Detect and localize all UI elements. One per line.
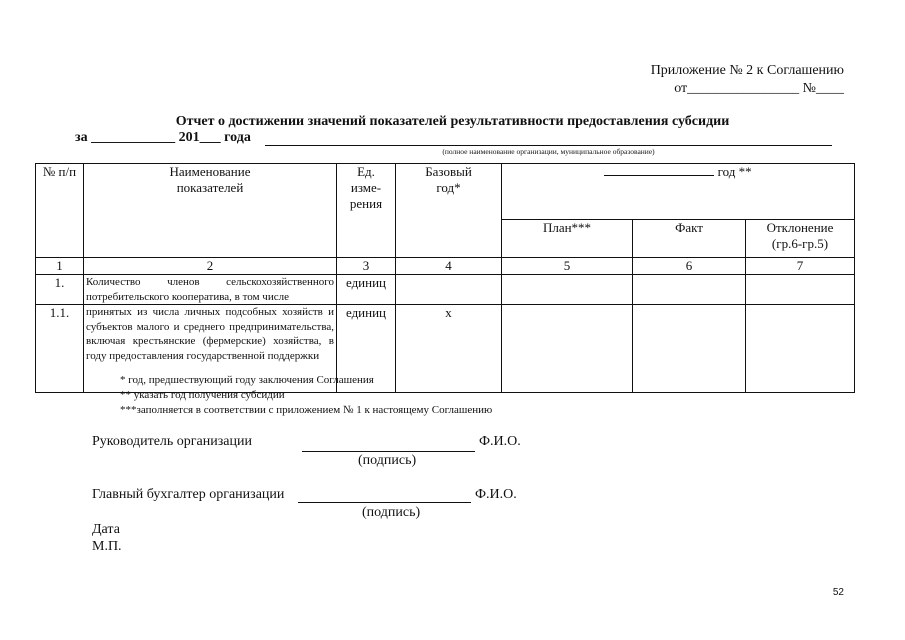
header-fact: Факт bbox=[633, 220, 746, 258]
organization-line bbox=[265, 145, 832, 146]
row-name: принятых из числа личных подсобных хозяйств и субъектов малого и среднего предпринимательства, включая крестьянские (фермерские) хозяйства, в году предоставления государственной поддержки bbox=[84, 305, 337, 393]
accountant-signature-line bbox=[298, 502, 471, 503]
col-number: 3 bbox=[337, 258, 396, 275]
header-num: № п/п bbox=[36, 164, 84, 258]
head-fio: Ф.И.О. bbox=[479, 434, 521, 449]
row-unit: единиц bbox=[337, 275, 396, 305]
report-table bbox=[35, 163, 855, 393]
row-fact bbox=[633, 305, 746, 393]
table-header-row bbox=[36, 164, 855, 220]
row-plan bbox=[502, 275, 633, 305]
footnotes bbox=[120, 373, 492, 418]
organization-hint: (полное наименование организации, муниципальное образование) bbox=[442, 147, 655, 156]
col-number: 2 bbox=[84, 258, 337, 275]
accountant-fio: Ф.И.О. bbox=[475, 487, 517, 502]
header-name: Наименование показателей bbox=[84, 164, 337, 258]
footnote-1: * год, предшествующий году заключения Соглашения bbox=[120, 374, 374, 386]
row-deviation bbox=[746, 275, 855, 305]
header-unit: Ед. изме- рения bbox=[337, 164, 396, 258]
accountant-caption: (подпись) bbox=[362, 505, 421, 520]
row-num: 1.1. bbox=[36, 305, 84, 393]
header-deviation: Отклонение (гр.6-гр.5) bbox=[746, 220, 855, 258]
report-title: Отчет о достижении значений показателей результативности предоставления субсидии bbox=[175, 114, 730, 129]
row-plan bbox=[502, 305, 633, 393]
header-year bbox=[502, 164, 855, 220]
footnote-2: ** указать год получения субсидии bbox=[120, 389, 285, 401]
header-year-blank bbox=[604, 175, 714, 176]
header-base-year: Базовый год* bbox=[396, 164, 502, 258]
col-number: 4 bbox=[396, 258, 502, 275]
appendix-line-2: от________________ №____ bbox=[674, 81, 844, 96]
head-signature-line bbox=[302, 451, 475, 452]
row-unit: единиц bbox=[337, 305, 396, 393]
row-num: 1. bbox=[36, 275, 84, 305]
col-number: 5 bbox=[502, 258, 633, 275]
accountant-label: Главный бухгалтер организации bbox=[92, 487, 285, 502]
row-base: х bbox=[396, 305, 502, 393]
col-number: 7 bbox=[746, 258, 855, 275]
appendix-line-1: Приложение № 2 к Соглашению bbox=[650, 63, 844, 78]
table-row bbox=[36, 275, 855, 305]
date-label: Дата bbox=[92, 522, 120, 537]
appendix-header bbox=[651, 62, 844, 98]
report-period: за ____________ 201___ года bbox=[75, 130, 251, 145]
footnote-3: ***заполняется в соответствии с приложением № 1 к настоящему Соглашению bbox=[120, 404, 493, 416]
col-number: 1 bbox=[36, 258, 84, 275]
row-fact bbox=[633, 275, 746, 305]
page-number: 52 bbox=[832, 587, 844, 598]
row-name: Количество членов сельскохозяйственного потребительского кооператива, в том числе bbox=[84, 275, 337, 305]
col-number: 6 bbox=[633, 258, 746, 275]
column-numbers-row bbox=[36, 258, 855, 275]
row-deviation bbox=[746, 305, 855, 393]
header-year-label: год ** bbox=[717, 164, 752, 179]
row-base bbox=[396, 275, 502, 305]
stamp-label: М.П. bbox=[92, 539, 122, 554]
head-label: Руководитель организации bbox=[92, 434, 252, 449]
head-caption: (подпись) bbox=[358, 453, 417, 468]
header-plan: План*** bbox=[502, 220, 633, 258]
